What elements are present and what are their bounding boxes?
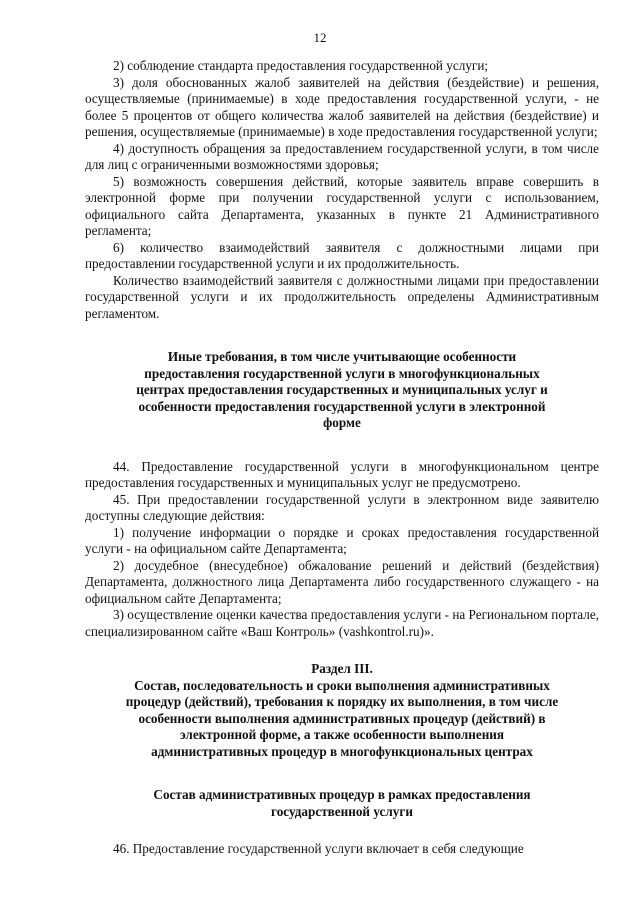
- paragraph-item-3: 3) доля обоснованных жалоб заявителей на действия (бездействие) и решения, осуществляемые (принимаемые) в ходе предоставления государственной услуги, - не более 5 процентов от общего количества жалоб заявителей на действия (бездействие) и решения, осуществляемые (принимаемые) в ходе предоставления государственной услуги;: [85, 74, 599, 139]
- subsection-heading: Состав административных процедур в рамках предоставления государственной услуги: [153, 787, 531, 819]
- paragraph-44: 44. Предоставление государственной услуги в многофункциональном центре предоставления государственных и муниципальных услуг не предусмотрено.: [85, 458, 599, 490]
- paragraph-45: 45. При предоставлении государственной услуги в электронном виде заявителю доступны следующие действия:: [85, 491, 599, 523]
- paragraph-item-5: 5) возможность совершения действий, которые заявитель вправе совершить в электронной форме при получении государственной услуги с использованием, официального сайта Департамента, указанных в пункте 21 Административного регламента;: [85, 173, 599, 238]
- page-content: [85, 58, 599, 858]
- paragraph-item-2: 2) соблюдение стандарта предоставления государственной услуги;: [113, 58, 489, 73]
- section-title: Состав, последовательность и сроки выполнения административных процедур (действий), требования к порядку их выполнения, в том числе особенности выполнения административных процедур (действий) в электронной форме, а также особенности выполнения административных процедур в многофункциональных центрах: [125, 677, 559, 759]
- section-label: Раздел III.: [311, 661, 373, 676]
- paragraph-count-note: Количество взаимодействий заявителя с должностными лицами при предоставлении государственной услуги и их продолжительность определены Административным регламентом.: [85, 272, 599, 321]
- paragraph-45-item-3: 3) осуществление оценки качества предоставления услуги - на Региональном портале, специализированном сайте «Ваш Контроль» (vashkontrol.ru)».: [85, 607, 599, 639]
- paragraph-46: 46. Предоставление государственной услуги включает в себя следующие: [113, 841, 524, 856]
- paragraph-item-4: 4) доступность обращения за предоставлением государственной услуги, в том числе для лиц с ограниченными возможностями здоровья;: [85, 140, 599, 172]
- paragraph-45-item-1: 1) получение информации о порядке и сроках предоставления государственной услуги - на официальном сайте Департамента;: [85, 524, 599, 556]
- paragraph-45-item-2: 2) досудебное (внесудебное) обжалование решений и действий (бездействия) Департамента, должностного лица Департамента либо государственного служащего - на официальном сайте Департамента;: [85, 557, 599, 606]
- page-number: 12: [313, 30, 327, 45]
- section-heading-other-requirements: Иные требования, в том числе учитывающие особенности предоставления государственной услуги в многофункциональных центрах предоставления государственных и муниципальных услуг и особенности предоставления государственной услуги в электронной форме: [136, 349, 548, 430]
- paragraph-item-6: 6) количество взаимодействий заявителя с должностными лицами при предоставлении государственной услуги и их продолжительность.: [85, 239, 599, 271]
